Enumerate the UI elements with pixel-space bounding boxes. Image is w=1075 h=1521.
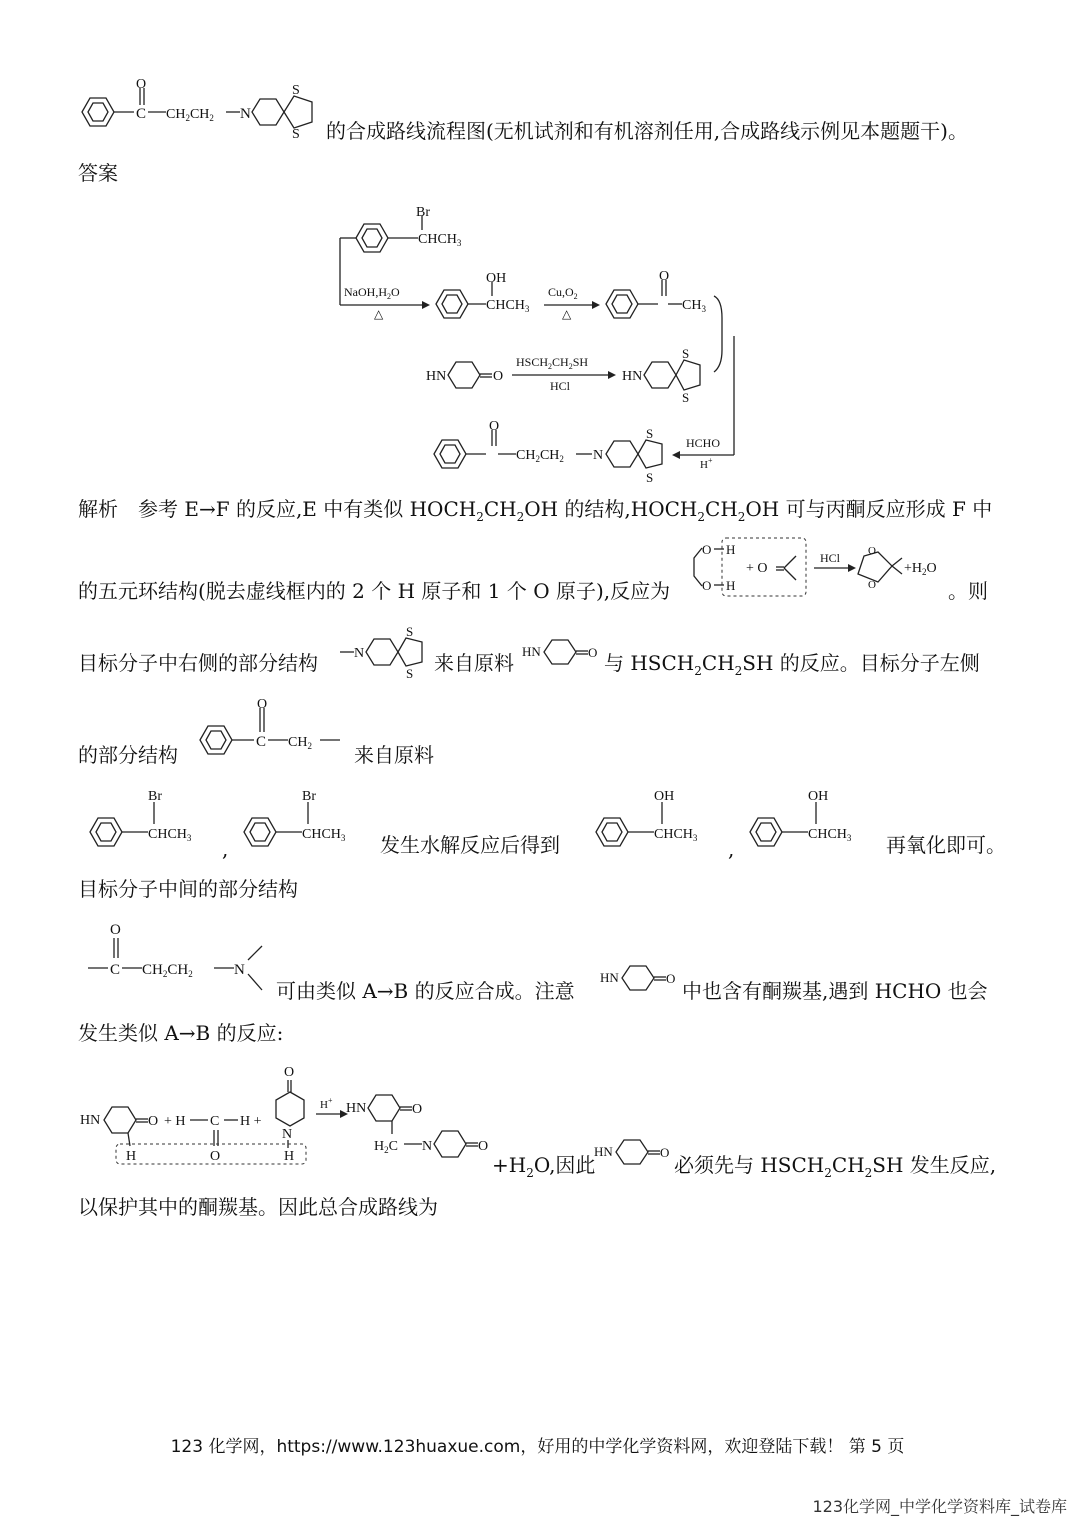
br-2-label: Br [302,789,316,804]
rxn-n-2: N [422,1139,433,1154]
rxn-o-3: O [284,1065,295,1080]
explain-line-8: 发生类似 A→B 的反应: [78,1021,284,1045]
piperidone-1-hn: HN [522,644,541,659]
ketal-h2o-label: $+H_2O$ [904,561,937,577]
middle-o-label: O [110,922,121,938]
n-atom-label: N [240,106,251,122]
oh-label-1: OH [486,271,507,286]
explain-line-10: 以保护其中的酮羰基。因此总合成路线为 [78,1195,438,1219]
hn-label-2: HN [622,369,643,384]
watermark-text: 123化学网_中学化学资料库_试卷库 [812,1497,1067,1516]
delta-label-1: △ [374,307,384,321]
s-label-3: S [682,346,690,361]
ketal-h-1: H [726,542,736,557]
explain-line-7-a: 可由类似 A→B 的反应合成。注意 [276,979,575,1003]
explain-line-9-a: $+H_2O$,因此 [492,1153,596,1180]
alcohol-structure-2 [746,782,876,854]
rxn-o-4: O [412,1102,423,1117]
ch3-label: $CH_3$ [682,298,706,314]
middle-c-label: C [110,962,121,978]
explain-line-2-a: 的五元环结构(脱去虚线框内的 2 个 H 原子和 1 个 O 原子),反应为 [78,579,671,603]
s-label-6: S [646,470,654,485]
explain-line-4-b: 来自原料 [354,743,434,767]
rxn-h-2: H [284,1149,295,1164]
chch3-2-label: $CHCH_3$ [302,827,346,843]
s-label-4: S [682,390,690,405]
middle-n-label: N [234,962,245,978]
explain-line-3-b: 来自原料 [434,651,514,675]
rxn-h2c: $H_2C$ [374,1139,398,1155]
hn-label-1: HN [426,369,447,384]
s-atom-label-2: S [292,127,300,142]
explain-line-5-b: 再氧化即可。 [886,833,1006,857]
piperidone-structure-2 [598,962,682,998]
ketal-o-2: O [702,578,712,593]
piperidone-2-o: O [666,971,676,986]
ketal-o-1: O [702,542,712,557]
answer-label: 答案 [78,161,118,185]
explain-line-3-c: 与 $HSCH_2CH_2SH$ 的反应。目标分子左侧 [604,651,980,678]
ketal-formation-reaction [688,536,948,600]
explain-line-3-a: 目标分子中右侧的部分结构 [78,651,318,675]
rxn-o-1: O [148,1114,159,1129]
rxn-plus-h: + H [164,1114,186,1129]
chch3-label-1: $CHCH_3$ [418,232,462,248]
rxn-hn-1: HN [80,1113,101,1128]
product-ch2ch2-label: $CH_2CH_2$ [516,448,564,464]
mannich-reaction-scheme [78,1062,492,1178]
comma-2: , [728,837,735,861]
chch3-3-label: $CHCH_3$ [654,827,698,843]
benzoyl-c-label: C [256,734,267,750]
piperidone-2-hn: HN [600,970,619,985]
rxn-o-2: O [210,1149,221,1164]
product-n-label: N [593,448,604,463]
question-text-line: 的合成路线流程图(无机试剂和有机溶剂任用,合成路线示例见本题题干)。 [326,119,968,143]
ketal-h-2: H [726,578,736,593]
rxn-h-plus-catalyst: H+ [320,1096,333,1111]
middle-ch2ch2-label: $CH_2CH_2$ [142,962,193,979]
explain-line-6: 目标分子中间的部分结构 [78,877,298,901]
piperidone-3-hn: HN [594,1144,613,1159]
piperidone-1-o: O [588,645,598,660]
spiro-s-2: S [406,666,414,681]
explain-line-2-b: 。则 [948,579,988,603]
oh-1-label: OH [654,789,675,804]
spiro-s-1: S [406,624,414,639]
alcohol-structure-1 [592,782,722,854]
benzoyl-fragment-structure [196,692,346,762]
comma-1: , [222,837,229,861]
piperidone-structure-1 [520,636,604,672]
carbonyl-o-label: O [136,77,147,92]
hcl-reagent-label: HCl [550,379,571,393]
chch3-label-2: $CHCH_3$ [486,298,530,314]
delta-label-2: △ [562,307,572,321]
piperidone-3-o: O [660,1145,670,1160]
h-plus-label: H+ [700,456,713,471]
naoh-reagent-label: $NaOH,H_2O$ [344,285,400,301]
benzoyl-o-label: O [257,697,268,712]
explain-line-4-a: 的部分结构 [78,743,178,767]
bromide-structure-1 [86,782,216,854]
carbonyl-c-label: C [136,106,147,122]
rxn-n-1: N [282,1127,293,1142]
cu-o2-reagent-label: $Cu,O_2$ [548,285,578,301]
rxn-c: C [210,1114,220,1129]
rxn-hn-2: HN [346,1101,367,1116]
chch3-1-label: $CHCH_3$ [148,827,192,843]
rxn-h-1: H [126,1149,137,1164]
product-o-label: O [489,419,500,434]
bromide-structure-2 [240,782,370,854]
explain-line-7-b: 中也含有酮羰基,遇到 HCHO 也会 [682,979,988,1003]
explain-line-5-a: 发生水解反应后得到 [380,833,560,857]
dithiol-reagent-label: $HSCH_2CH_2SH$ [516,355,589,371]
piperidone-structure-3 [592,1136,676,1172]
ketone-o-label: O [659,269,670,284]
benzoyl-ch2-label: $CH_2$ [288,735,312,751]
explain-line-9-b: 必须先与 $HSCH_2CH_2SH$ 发生反应, [674,1153,997,1180]
explain-line-1: 解析 参考 E→F 的反应,E 中有类似 $HOCH_2CH_2OH$ 的结构$,HOCH_2CH_2OH$ 可与丙酮反应形成 F 中 [78,497,993,524]
spiro-n-label: N [354,646,365,661]
piperidone-o-label: O [493,369,504,384]
rxn-o-5: O [478,1139,489,1154]
rxn-h-plus: H + [240,1114,262,1129]
br-label: Br [416,205,430,220]
oh-2-label: OH [808,789,829,804]
hcho-reagent-label: HCHO [686,436,721,450]
spiro-fragment-structure [338,620,434,680]
ketal-plus-o: + O [746,561,768,576]
page-footer: 123 化学网，https://www.123huaxue.com，好用的中学化学资料网，欢迎登陆下载！ 第 5 页 [170,1437,905,1457]
ch2ch2-label: $CH_2CH_2$ [166,107,214,123]
chch3-4-label: $CHCH_3$ [808,827,852,843]
ketal-ring-o-2: O [868,579,876,591]
answer-synthesis-scheme [330,200,750,485]
ketal-ring-o-1: O [868,545,876,557]
s-label-5: S [646,426,654,441]
target-molecule-structure [76,77,326,142]
middle-fragment-structure [86,918,272,1000]
ketal-hcl-label: HCl [820,551,841,565]
s-atom-label-1: S [292,83,300,98]
br-1-label: Br [148,789,162,804]
